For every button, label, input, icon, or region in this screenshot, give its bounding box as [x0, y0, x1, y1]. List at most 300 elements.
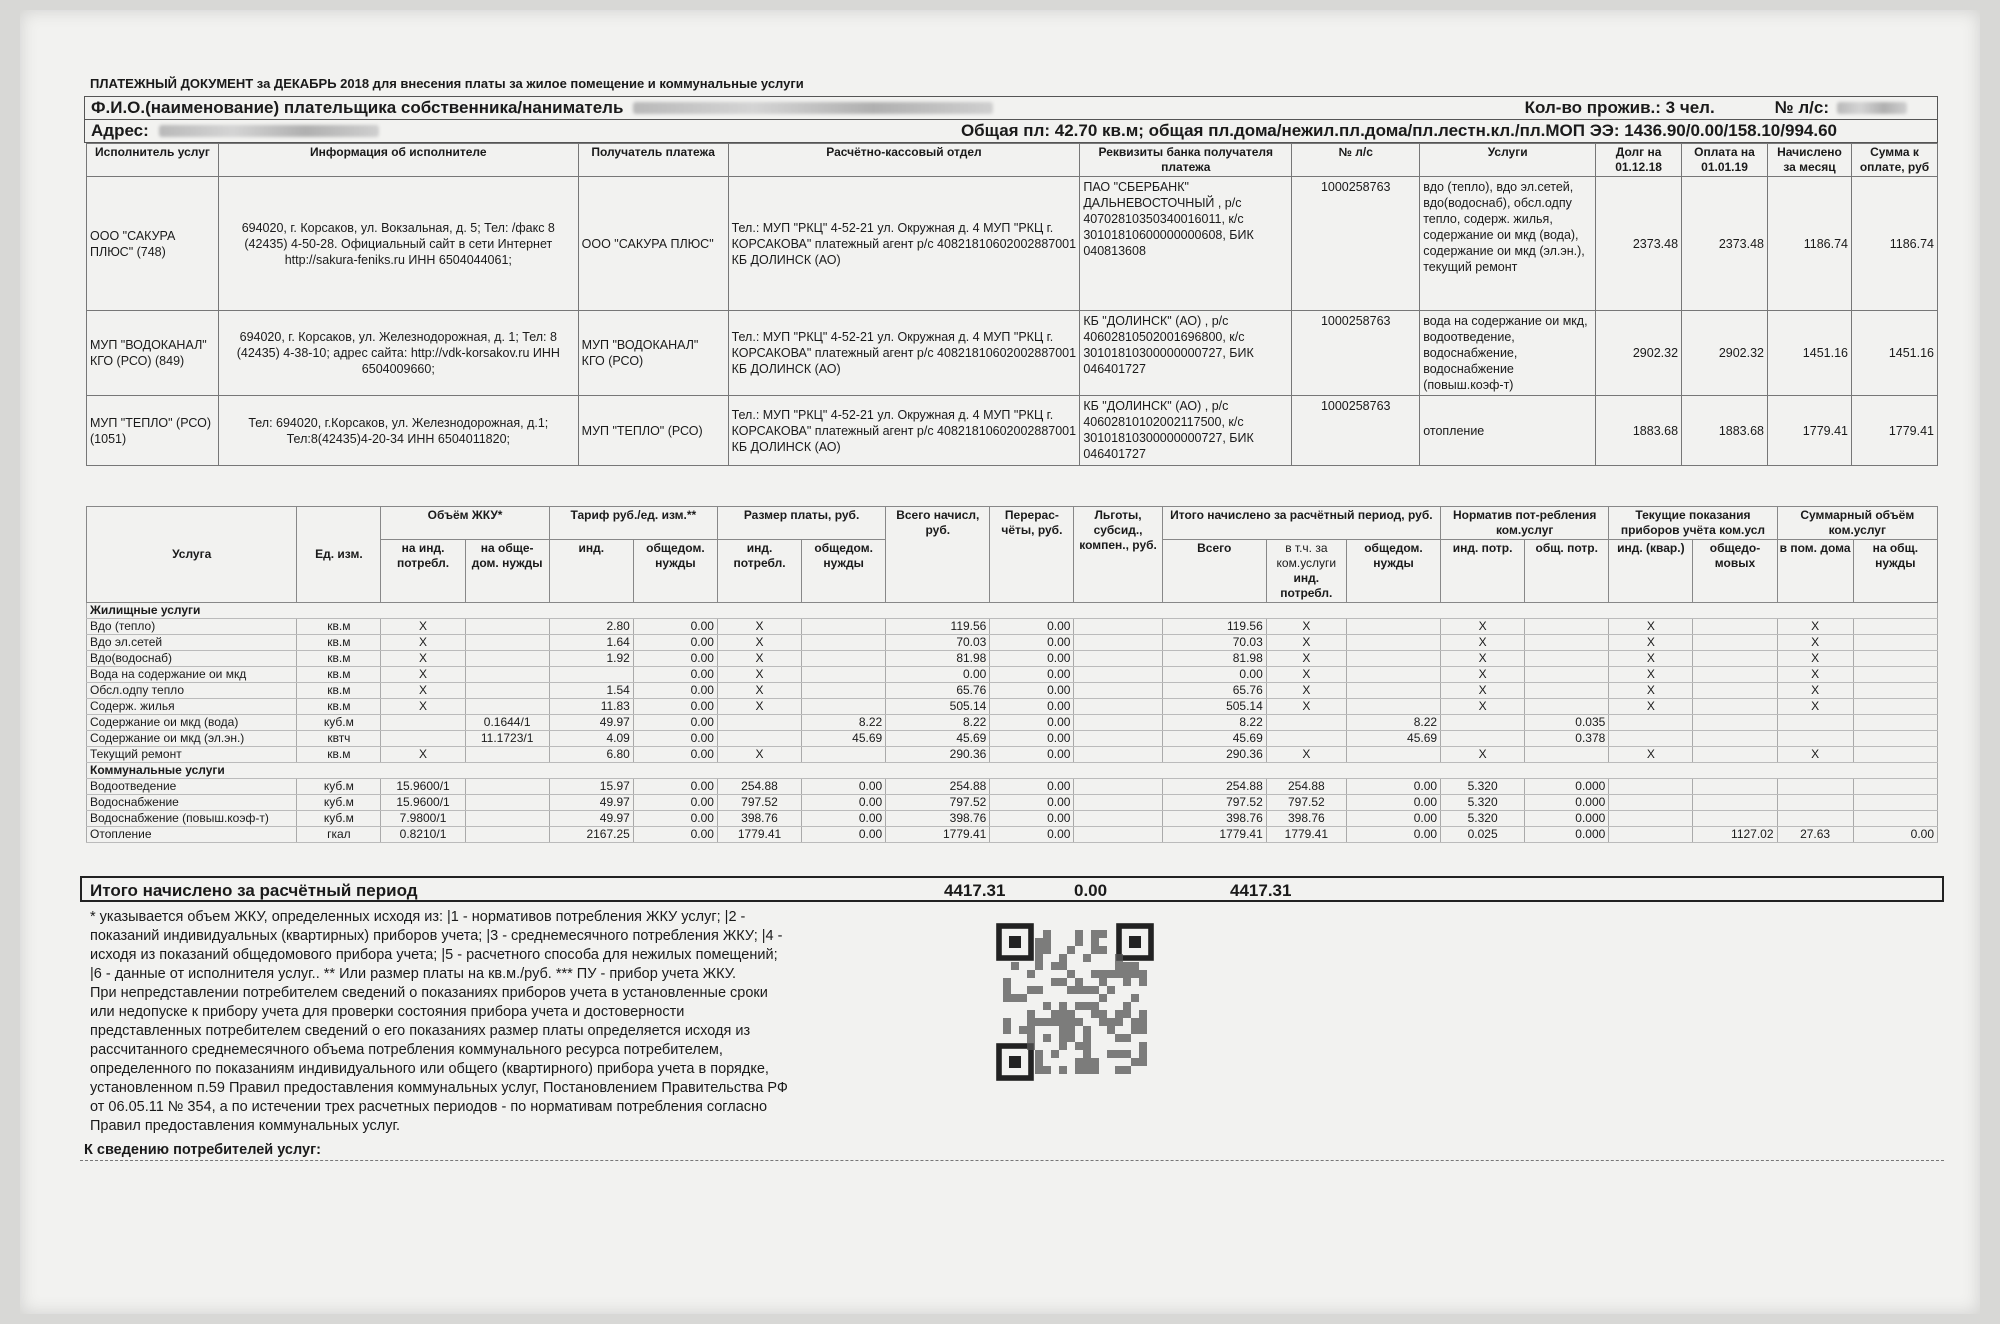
- cell-ni: 5.320: [1441, 795, 1525, 811]
- cell-rc: [1693, 635, 1777, 651]
- cell-ai: X: [1266, 667, 1346, 683]
- cell-unit: квтч: [297, 731, 381, 747]
- providers-header-row: [87, 144, 1938, 177]
- cell-sc: [1853, 747, 1937, 763]
- cell-ni: X: [1441, 619, 1525, 635]
- note-line: При непредставлении потребителем сведений о показаниях приборов учета в установленные сроки: [90, 985, 768, 1001]
- cell-total: 8.22: [886, 715, 990, 731]
- cell-ti: 6.80: [549, 747, 633, 763]
- housing-rows: [87, 619, 1938, 763]
- total-row: [80, 876, 1944, 902]
- cell-recalc: 0.00: [990, 795, 1074, 811]
- cell-rc: [1693, 811, 1777, 827]
- paid: 2902.32: [1682, 311, 1768, 396]
- cell-rc: [1693, 779, 1777, 795]
- cell-unit: кв.м: [297, 747, 381, 763]
- cell-vc: 0.1644/1: [465, 715, 549, 731]
- note-line: исходя из показаний общедомового прибора учета; |5 - расчетного способа для нежилых помещений;: [90, 947, 778, 963]
- cell-name: Вдо(водоснаб): [87, 651, 297, 667]
- cell-ri: [1609, 715, 1693, 731]
- charged: 1779.41: [1768, 396, 1852, 466]
- cell-tc: 0.00: [633, 715, 717, 731]
- cell-ai: [1266, 715, 1346, 731]
- cell-ai: X: [1266, 651, 1346, 667]
- cell-nc: 0.000: [1525, 827, 1609, 843]
- cell-vc: [465, 795, 549, 811]
- cell-ni: [1441, 715, 1525, 731]
- charge-row: [87, 811, 1938, 827]
- cell-ri: [1609, 779, 1693, 795]
- charge-row: [87, 683, 1938, 699]
- cell-name: Водоотведение: [87, 779, 297, 795]
- cell-ri: X: [1609, 683, 1693, 699]
- cell-ri: X: [1609, 747, 1693, 763]
- cell-vi: 15.9600/1: [381, 795, 465, 811]
- cell-rc: [1693, 747, 1777, 763]
- cell-pc: [802, 747, 886, 763]
- executor: МУП "ТЕПЛО" (РСО) (1051): [87, 396, 219, 466]
- cell-vi: X: [381, 635, 465, 651]
- charge-row: [87, 699, 1938, 715]
- cell-vi: [381, 731, 465, 747]
- total-label: Итого начислено за расчётный период: [90, 881, 418, 900]
- cell-ti: 1.54: [549, 683, 633, 699]
- address-label: Адрес:: [91, 120, 149, 140]
- charge-row: [87, 827, 1938, 843]
- cell-name: Вдо (тепло): [87, 619, 297, 635]
- total-value: 4417.31: [944, 881, 1006, 900]
- cell-sc: [1853, 667, 1937, 683]
- section-row: [87, 603, 1938, 619]
- cell-ai: 797.52: [1266, 795, 1346, 811]
- cell-vc: [465, 747, 549, 763]
- cell-nc: 0.000: [1525, 795, 1609, 811]
- cell-name: Отопление: [87, 827, 297, 843]
- cell-ni: X: [1441, 747, 1525, 763]
- cell-ac: 8.22: [1346, 715, 1440, 731]
- cell-rc: [1693, 683, 1777, 699]
- cell-ben: [1074, 683, 1162, 699]
- address-row: [84, 119, 1938, 143]
- h-common-dom: общедом. нужды: [633, 540, 717, 603]
- cell-ri: [1609, 795, 1693, 811]
- cell-si: X: [1777, 747, 1853, 763]
- document-title: ПЛАТЕЖНЫЙ ДОКУМЕНТ за ДЕКАБРЬ 2018 для внесения платы за жилое помещение и коммунальные услуги: [90, 76, 804, 91]
- payer-name-redacted: [633, 102, 993, 114]
- cell-ri: [1609, 827, 1693, 843]
- cell-recalc: 0.00: [990, 699, 1074, 715]
- col-header: № л/с: [1292, 144, 1420, 177]
- h-ind-potr2-label: инд. потребл.: [1280, 571, 1333, 600]
- col-header: Начислено за месяц: [1768, 144, 1852, 177]
- cell-total: 70.03: [886, 635, 990, 651]
- cell-vc: [465, 683, 549, 699]
- h-vol-common: на общ. нужды: [1853, 540, 1937, 603]
- cell-ben: [1074, 731, 1162, 747]
- h-recalc: Перерас-чёты, руб.: [990, 507, 1074, 603]
- cell-unit: куб.м: [297, 795, 381, 811]
- cell-all: 1779.41: [1162, 827, 1266, 843]
- cell-ti: 49.97: [549, 715, 633, 731]
- cell-name: Содерж. жилья: [87, 699, 297, 715]
- paid: 1883.68: [1682, 396, 1768, 466]
- services-list: отопление: [1420, 396, 1596, 466]
- h-read-common: общедо-мовых: [1693, 540, 1777, 603]
- h-ind: инд.: [549, 540, 633, 603]
- cell-ben: [1074, 747, 1162, 763]
- cell-nc: [1525, 651, 1609, 667]
- cell-all: 290.36: [1162, 747, 1266, 763]
- paid: 2373.48: [1682, 177, 1768, 311]
- cell-name: Содержание ои мкд (вода): [87, 715, 297, 731]
- cell-vc: [465, 699, 549, 715]
- debt: 2373.48: [1596, 177, 1682, 311]
- cell-tc: 0.00: [633, 827, 717, 843]
- cell-sc: [1853, 715, 1937, 731]
- cell-sc: [1853, 795, 1937, 811]
- col-header: Реквизиты банка получателя платежа: [1080, 144, 1292, 177]
- cell-rc: [1693, 619, 1777, 635]
- cell-ben: [1074, 619, 1162, 635]
- cell-unit: куб.м: [297, 811, 381, 827]
- cell-vi: 0.8210/1: [381, 827, 465, 843]
- cell-nc: [1525, 699, 1609, 715]
- cell-rc: [1693, 667, 1777, 683]
- h-volume: Объём ЖКУ*: [381, 507, 549, 540]
- charge-row: [87, 651, 1938, 667]
- h-norm: Норматив пот-ребления ком.услуг: [1441, 507, 1609, 540]
- to-pay: 1779.41: [1851, 396, 1937, 466]
- cell-vc: [465, 651, 549, 667]
- charge-row: [87, 635, 1938, 651]
- cell-ti: 11.83: [549, 699, 633, 715]
- cell-all: 8.22: [1162, 715, 1266, 731]
- cell-rc: [1693, 731, 1777, 747]
- services-list: вдо (тепло), вдо эл.сетей, вдо(водоснаб), обсл.одпу тепло, содерж. жилья, содержание ои мкд (вода), содержание ои мкд (эл.эн.), текущий ремонт: [1420, 177, 1596, 311]
- cell-ti: 4.09: [549, 731, 633, 747]
- cut-line: [80, 1160, 1944, 1161]
- cell-vi: X: [381, 747, 465, 763]
- h-common-needs: на обще-дом. нужды: [465, 540, 549, 603]
- cell-ac: 0.00: [1346, 795, 1440, 811]
- cell-ni: 5.320: [1441, 779, 1525, 795]
- cell-ai: X: [1266, 699, 1346, 715]
- cell-ri: X: [1609, 651, 1693, 667]
- cell-nc: 0.000: [1525, 779, 1609, 795]
- h-benefits: Льготы, субсид., компен., руб.: [1074, 507, 1162, 603]
- cell-ni: X: [1441, 635, 1525, 651]
- note-line: представленных потребителем сведений о его показаниях размер платы определяется исходя из: [90, 1023, 751, 1039]
- cell-tc: 0.00: [633, 747, 717, 763]
- col-header: Оплата на 01.01.19: [1682, 144, 1768, 177]
- cell-pc: 0.00: [802, 795, 886, 811]
- payer-name-label: Ф.И.О.(наименование) плательщика собственника/наниматель: [91, 98, 624, 117]
- cell-ac: [1346, 635, 1440, 651]
- cell-si: X: [1777, 619, 1853, 635]
- cell-ben: [1074, 811, 1162, 827]
- cell-all: 0.00: [1162, 667, 1266, 683]
- cell-sc: [1853, 699, 1937, 715]
- cell-all: 119.56: [1162, 619, 1266, 635]
- provider-row: [87, 311, 1938, 396]
- cell-pi: X: [717, 635, 801, 651]
- cell-pc: [802, 667, 886, 683]
- cell-vc: [465, 827, 549, 843]
- cell-ni: X: [1441, 651, 1525, 667]
- payer-name-row: [84, 96, 1938, 120]
- cell-unit: кв.м: [297, 667, 381, 683]
- col-header: Расчётно-кассовый отдел: [728, 144, 1080, 177]
- cell-total: 65.76: [886, 683, 990, 699]
- cell-name: Водоснабжение (повыш.коэф-т): [87, 811, 297, 827]
- cell-total: 81.98: [886, 651, 990, 667]
- cash-desk: Тел.: МУП "РКЦ" 4-52-21 ул. Окружная д. 4 МУП "РКЦ г. КОРСАКОВА" платежный агент р/с 40821810602002887001 КБ ДОЛИНСК (АО): [728, 396, 1080, 466]
- cell-tc: 0.00: [633, 651, 717, 667]
- h-ind-consumption: на инд. потребл.: [381, 540, 465, 603]
- cell-ti: 2167.25: [549, 827, 633, 843]
- cell-pi: 797.52: [717, 795, 801, 811]
- cell-ac: [1346, 747, 1440, 763]
- qr-code-icon: [995, 922, 1155, 1082]
- cell-sc: [1853, 619, 1937, 635]
- cell-total: 45.69: [886, 731, 990, 747]
- cell-ri: X: [1609, 619, 1693, 635]
- cell-ai: X: [1266, 683, 1346, 699]
- cash-desk: Тел.: МУП "РКЦ" 4-52-21 ул. Окружная д. 4 МУП "РКЦ г. КОРСАКОВА" платежный агент р/с 40821810602002887001 КБ ДОЛИНСК (АО): [728, 311, 1080, 396]
- cell-tc: 0.00: [633, 667, 717, 683]
- cell-recalc: 0.00: [990, 827, 1074, 843]
- cell-all: 45.69: [1162, 731, 1266, 747]
- cell-ben: [1074, 699, 1162, 715]
- h-ind-potr2: [1266, 540, 1346, 603]
- cell-ac: 0.00: [1346, 827, 1440, 843]
- cell-ben: [1074, 827, 1162, 843]
- providers-table: [86, 143, 1938, 466]
- account-redacted: [1837, 102, 1907, 114]
- cell-all: 81.98: [1162, 651, 1266, 667]
- cell-pc: 8.22: [802, 715, 886, 731]
- cell-ben: [1074, 651, 1162, 667]
- cell-si: [1777, 715, 1853, 731]
- cell-sc: [1853, 683, 1937, 699]
- charges-header-row: [87, 507, 1938, 540]
- cell-si: X: [1777, 667, 1853, 683]
- cell-total: 1779.41: [886, 827, 990, 843]
- cell-unit: кв.м: [297, 683, 381, 699]
- cell-vc: [465, 619, 549, 635]
- executor: МУП "ВОДОКАНАЛ" КГО (РСО) (849): [87, 311, 219, 396]
- cell-ac: 0.00: [1346, 811, 1440, 827]
- provider-row: [87, 396, 1938, 466]
- bank-details: КБ "ДОЛИНСК" (АО) , р/с 40602810102002117500, к/с 30101810300000000727, БИК 046401727: [1080, 396, 1292, 466]
- cell-vc: [465, 667, 549, 683]
- recipient: МУП "ТЕПЛО" (РСО): [578, 396, 728, 466]
- cell-total: 290.36: [886, 747, 990, 763]
- h-common-dom3: общедом. нужды: [1346, 540, 1440, 603]
- cell-ti: 2.80: [549, 619, 633, 635]
- cell-unit: кв.м: [297, 635, 381, 651]
- section-row: [87, 763, 1938, 779]
- cell-vi: X: [381, 667, 465, 683]
- section-housing-label: Жилищные услуги: [87, 603, 1938, 619]
- cell-si: 27.63: [1777, 827, 1853, 843]
- paper-sheet: [20, 10, 1980, 1314]
- utility-rows: [87, 779, 1938, 843]
- cell-tc: 0.00: [633, 811, 717, 827]
- cell-sc: [1853, 651, 1937, 667]
- cell-pi: X: [717, 667, 801, 683]
- cell-sc: [1853, 811, 1937, 827]
- cell-recalc: 0.00: [990, 731, 1074, 747]
- cell-vi: [381, 715, 465, 731]
- cell-tc: 0.00: [633, 795, 717, 811]
- recipient: ООО "САКУРА ПЛЮС": [578, 177, 728, 311]
- h-sum-vol: Суммарный объём ком.услуг: [1777, 507, 1937, 540]
- charged: 1451.16: [1768, 311, 1852, 396]
- col-header: Получатель платежа: [578, 144, 728, 177]
- cell-vi: X: [381, 683, 465, 699]
- cell-ni: 0.025: [1441, 827, 1525, 843]
- cell-nc: [1525, 667, 1609, 683]
- cell-ac: [1346, 667, 1440, 683]
- note-line: установленном п.59 Правил предоставления коммунальных услуг, Постановлением Правительства РФ: [90, 1080, 788, 1096]
- cell-total: 119.56: [886, 619, 990, 635]
- cell-unit: кв.м: [297, 699, 381, 715]
- cell-ni: [1441, 731, 1525, 747]
- provider-row: [87, 177, 1938, 311]
- total-recalc: 0.00: [1074, 881, 1108, 900]
- h-readings: Текущие показания приборов учёта ком.усл: [1609, 507, 1777, 540]
- cell-pc: [802, 683, 886, 699]
- cell-name: Текущий ремонт: [87, 747, 297, 763]
- cell-ri: [1609, 731, 1693, 747]
- cell-rc: [1693, 699, 1777, 715]
- cell-si: X: [1777, 699, 1853, 715]
- cell-total: 0.00: [886, 667, 990, 683]
- cell-pi: X: [717, 619, 801, 635]
- section-utility-label: Коммунальные услуги: [87, 763, 1938, 779]
- cell-ben: [1074, 779, 1162, 795]
- cell-nc: [1525, 747, 1609, 763]
- h-tariff: Тариф руб./ед. изм.**: [549, 507, 717, 540]
- cell-pc: 0.00: [802, 811, 886, 827]
- cell-tc: 0.00: [633, 635, 717, 651]
- charge-row: [87, 667, 1938, 683]
- note-line: рассчитанного среднемесячного объема потребления коммунального ресурса потребителем,: [90, 1042, 723, 1058]
- cell-vi: 7.9800/1: [381, 811, 465, 827]
- cell-ni: X: [1441, 667, 1525, 683]
- cell-tc: 0.00: [633, 619, 717, 635]
- cell-all: 505.14: [1162, 699, 1266, 715]
- executor-info: 694020, г. Корсаков, ул. Железнодорожная, д. 1; Тел: 8 (42435) 4-38-10; адрес сайта: http://vdk-korsakov.ru ИНН 6504009660;: [218, 311, 578, 396]
- cell-ni: X: [1441, 683, 1525, 699]
- bank-details: ПАО "СБЕРБАНК" ДАЛЬНЕВОСТОЧНЫЙ , р/с 40702810350340016011, к/с 30101810600000000608, БИК 040813608: [1080, 177, 1292, 311]
- cell-recalc: 0.00: [990, 635, 1074, 651]
- consumer-info-label: К сведению потребителей услуг:: [84, 1142, 321, 1158]
- cell-ti: 15.97: [549, 779, 633, 795]
- cell-si: [1777, 779, 1853, 795]
- cell-name: Вода на содержание ои мкд: [87, 667, 297, 683]
- cell-unit: кв.м: [297, 619, 381, 635]
- cell-recalc: 0.00: [990, 651, 1074, 667]
- cell-ai: 398.76: [1266, 811, 1346, 827]
- cell-sc: [1853, 779, 1937, 795]
- cell-ac: [1346, 651, 1440, 667]
- cell-unit: кв.м: [297, 651, 381, 667]
- cell-pc: [802, 699, 886, 715]
- cell-ri: X: [1609, 635, 1693, 651]
- cell-recalc: 0.00: [990, 779, 1074, 795]
- total-period: 4417.31: [1230, 881, 1292, 900]
- cell-ai: X: [1266, 635, 1346, 651]
- account-number: 1000258763: [1292, 177, 1420, 311]
- cell-ai: X: [1266, 619, 1346, 635]
- h-common-dom2: общедом. нужды: [802, 540, 886, 603]
- cell-si: X: [1777, 683, 1853, 699]
- charge-row: [87, 795, 1938, 811]
- account-number: 1000258763: [1292, 311, 1420, 396]
- footnotes: [90, 908, 920, 1136]
- note-line: * указывается объем ЖКУ, определенных исходя из: |1 - нормативов потребления ЖКУ услуг; |2 -: [90, 909, 746, 925]
- h-norm-ind: инд. потр.: [1441, 540, 1525, 603]
- cell-unit: куб.м: [297, 779, 381, 795]
- note-line: или недопуске к прибору учета для проверки состояния прибора учета и достоверности: [90, 1004, 685, 1020]
- cell-ai: 1779.41: [1266, 827, 1346, 843]
- cell-vc: [465, 635, 549, 651]
- cell-pi: X: [717, 683, 801, 699]
- cell-vi: X: [381, 699, 465, 715]
- cell-recalc: 0.00: [990, 619, 1074, 635]
- cell-pi: X: [717, 651, 801, 667]
- col-header: Исполнитель услуг: [87, 144, 219, 177]
- cell-nc: 0.378: [1525, 731, 1609, 747]
- area-info: Общая пл: 42.70 кв.м; общая пл.дома/нежил.пл.дома/пл.лестн.кл./пл.МОП ЭЭ: 1436.90/0.00/158.10/994.60: [960, 120, 1837, 140]
- cell-ac: [1346, 699, 1440, 715]
- cell-ti: 49.97: [549, 811, 633, 827]
- cell-pc: 45.69: [802, 731, 886, 747]
- cell-nc: [1525, 683, 1609, 699]
- cell-ai: X: [1266, 747, 1346, 763]
- h-unit: Ед. изм.: [297, 507, 381, 603]
- cell-ac: [1346, 683, 1440, 699]
- cell-sc: [1853, 635, 1937, 651]
- cell-unit: гкал: [297, 827, 381, 843]
- bank-details: КБ "ДОЛИНСК" (АО) , р/с 40602810502001696800, к/с 30101810300000000727, БИК 046401727: [1080, 311, 1292, 396]
- cell-sc: [1853, 731, 1937, 747]
- recipient: МУП "ВОДОКАНАЛ" КГО (РСО): [578, 311, 728, 396]
- cell-all: 70.03: [1162, 635, 1266, 651]
- cell-tc: 0.00: [633, 683, 717, 699]
- cell-vi: 15.9600/1: [381, 779, 465, 795]
- account-label: № л/с:: [1774, 98, 1829, 117]
- cell-nc: [1525, 619, 1609, 635]
- cell-ni: X: [1441, 699, 1525, 715]
- account-number: 1000258763: [1292, 396, 1420, 466]
- charge-row: [87, 619, 1938, 635]
- cell-rc: [1693, 715, 1777, 731]
- col-header: Услуги: [1420, 144, 1596, 177]
- cell-ti: [549, 667, 633, 683]
- cell-all: 797.52: [1162, 795, 1266, 811]
- charge-row: [87, 731, 1938, 747]
- cell-tc: 0.00: [633, 699, 717, 715]
- cell-ai: 254.88: [1266, 779, 1346, 795]
- cell-recalc: 0.00: [990, 811, 1074, 827]
- cell-total: 797.52: [886, 795, 990, 811]
- cell-ben: [1074, 715, 1162, 731]
- cell-rc: [1693, 795, 1777, 811]
- cell-ti: 1.64: [549, 635, 633, 651]
